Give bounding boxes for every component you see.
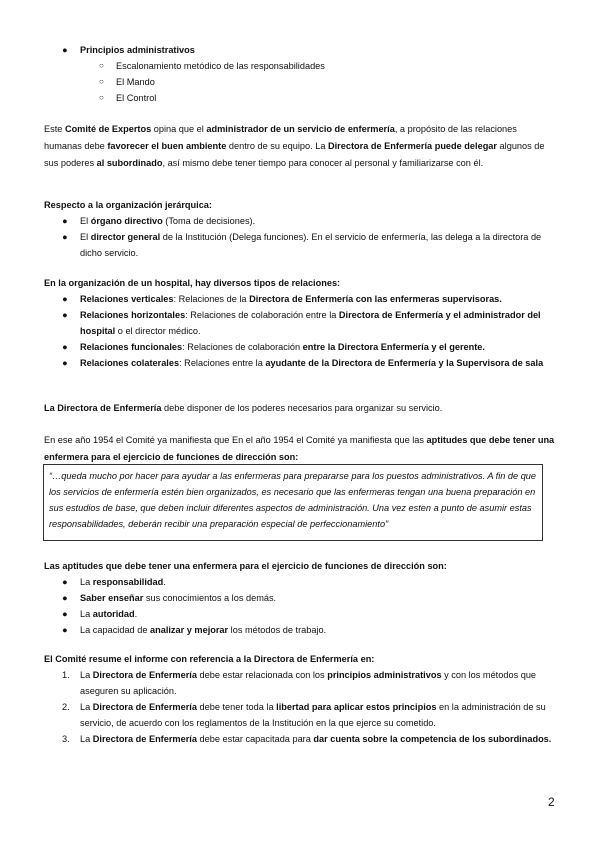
circle-bullet-icon: ○ xyxy=(99,77,104,86)
item-number: 3. xyxy=(62,734,70,744)
list-item: ● Saber enseñar sus conocimientos a los demás. xyxy=(44,590,556,606)
bullet-icon: ● xyxy=(62,625,68,635)
list-item: ● La responsabilidad. xyxy=(44,574,556,590)
section-title-aptitudes: Las aptitudes que debe tener una enfermera para el ejercicio de funciones de dirección son: xyxy=(44,561,447,571)
bullet-icon: ● xyxy=(62,342,68,352)
numbered-item: 1. La Directora de Enfermería debe estar relacionada con los principios administrativos y con los métodos que aseguren su aplicación. xyxy=(44,667,556,699)
list-item: ● Relaciones colaterales: Relaciones entre la ayudante de la Directora de Enfermería y la Supervisora de sala xyxy=(44,355,556,371)
section-title-relations: En la organización de un hospital, hay diversos tipos de relaciones: xyxy=(44,278,341,288)
bullet-icon: ● xyxy=(62,232,68,242)
list-item: ● La capacidad de analizar y mejorar los métodos de trabajo. xyxy=(44,622,556,638)
list-item: ● Relaciones horizontales: Relaciones de colaboración entre la Directora de Enfermería y el administrador del hospital o el director médico. xyxy=(44,307,556,339)
quote-box: “…queda mucho por hacer para ayudar a las enfermeras para prepararse para los puestos administrativos. A fin de que los servicios de enfermería estén bien organizados, es necesario que las enfermeras tengan una buena preparación en sus estudios de base, que deben incluir diferentes aspectos de administración. Una vez esten a punto de asumir estas responsabilidades, deberán recibir una preparación especial de perfeccionamiento” xyxy=(43,464,543,541)
item-number: 1. xyxy=(62,670,70,680)
numbered-item: 3. La Directora de Enfermería debe estar capacitada para dar cuenta sobre la competencia de los subordinados. xyxy=(44,731,556,747)
bullet-icon: ● xyxy=(62,577,68,587)
summary-list xyxy=(44,667,556,747)
list-item: ● Relaciones funcionales: Relaciones de colaboración entre la Directora Enfermería y el gerente. xyxy=(44,339,556,355)
section-title-hierarchy: Respecto a la organización jerárquica: xyxy=(44,200,212,210)
sub-list-item: ○ El Mando xyxy=(44,74,556,90)
list-item xyxy=(44,42,556,58)
item-number: 2. xyxy=(62,702,70,712)
aptitudes-list xyxy=(44,574,556,638)
sub-list-item: ○ El Control xyxy=(44,90,556,106)
bullet-icon: ● xyxy=(62,45,68,55)
principles-list xyxy=(44,42,556,106)
bullet-icon: ● xyxy=(62,358,68,368)
bullet-icon: ● xyxy=(62,593,68,603)
paragraph-committee: Este Comité de Expertos opina que el administrador de un servicio de enfermería, a propósito de las relaciones humanas debe favorecer el buen ambiente dentro de su equipo. La Directora de Enfermería puede delegar algunos de sus poderes al subordinado, así mismo debe tener tiempo para conocer al personal y familiarizarse con él. xyxy=(44,124,545,168)
bullet-icon: ● xyxy=(62,609,68,619)
circle-bullet-icon: ○ xyxy=(99,61,104,70)
sub-list-item: ○ Escalonamiento metódico de las responsabilidades xyxy=(44,58,556,74)
relations-list xyxy=(44,291,556,371)
paragraph-1954: En ese año 1954 el Comité ya manifiesta que En el año 1954 el Comité ya manifiesta que las aptitudes que debe tener una enfermera para el ejercicio de funciones de dirección son: xyxy=(44,435,555,462)
numbered-item: 2. La Directora de Enfermería debe tener toda la libertad para aplicar estos principios en la administración de su servicio, de acuerdo con los reglamentos de la Institución en la que ejerce su cometido. xyxy=(44,699,556,731)
list-item: ● La autoridad. xyxy=(44,606,556,622)
bullet-icon: ● xyxy=(62,294,68,304)
list-item: ● El director general de la Institución (Delega funciones). En el servicio de enfermería, las delega a la directora de dicho servicio. xyxy=(44,229,556,261)
bullet-icon: ● xyxy=(62,216,68,226)
list-item: ● El órgano directivo (Toma de decisiones). xyxy=(44,213,556,229)
bullet-icon: ● xyxy=(62,310,68,320)
hierarchy-list xyxy=(44,213,556,261)
paragraph-powers: La Directora de Enfermería debe disponer de los poderes necesarios para organizar su servicio. xyxy=(44,403,443,413)
list-item: ● Relaciones verticales: Relaciones de la Directora de Enfermería con las enfermeras supervisoras. xyxy=(44,291,556,307)
section-title-summary: El Comité resume el informe con referencia a la Directora de Enfermería en: xyxy=(44,654,375,664)
list-heading: Principios administrativos xyxy=(80,45,195,55)
circle-bullet-icon: ○ xyxy=(99,93,104,102)
page-number: 2 xyxy=(548,795,555,809)
